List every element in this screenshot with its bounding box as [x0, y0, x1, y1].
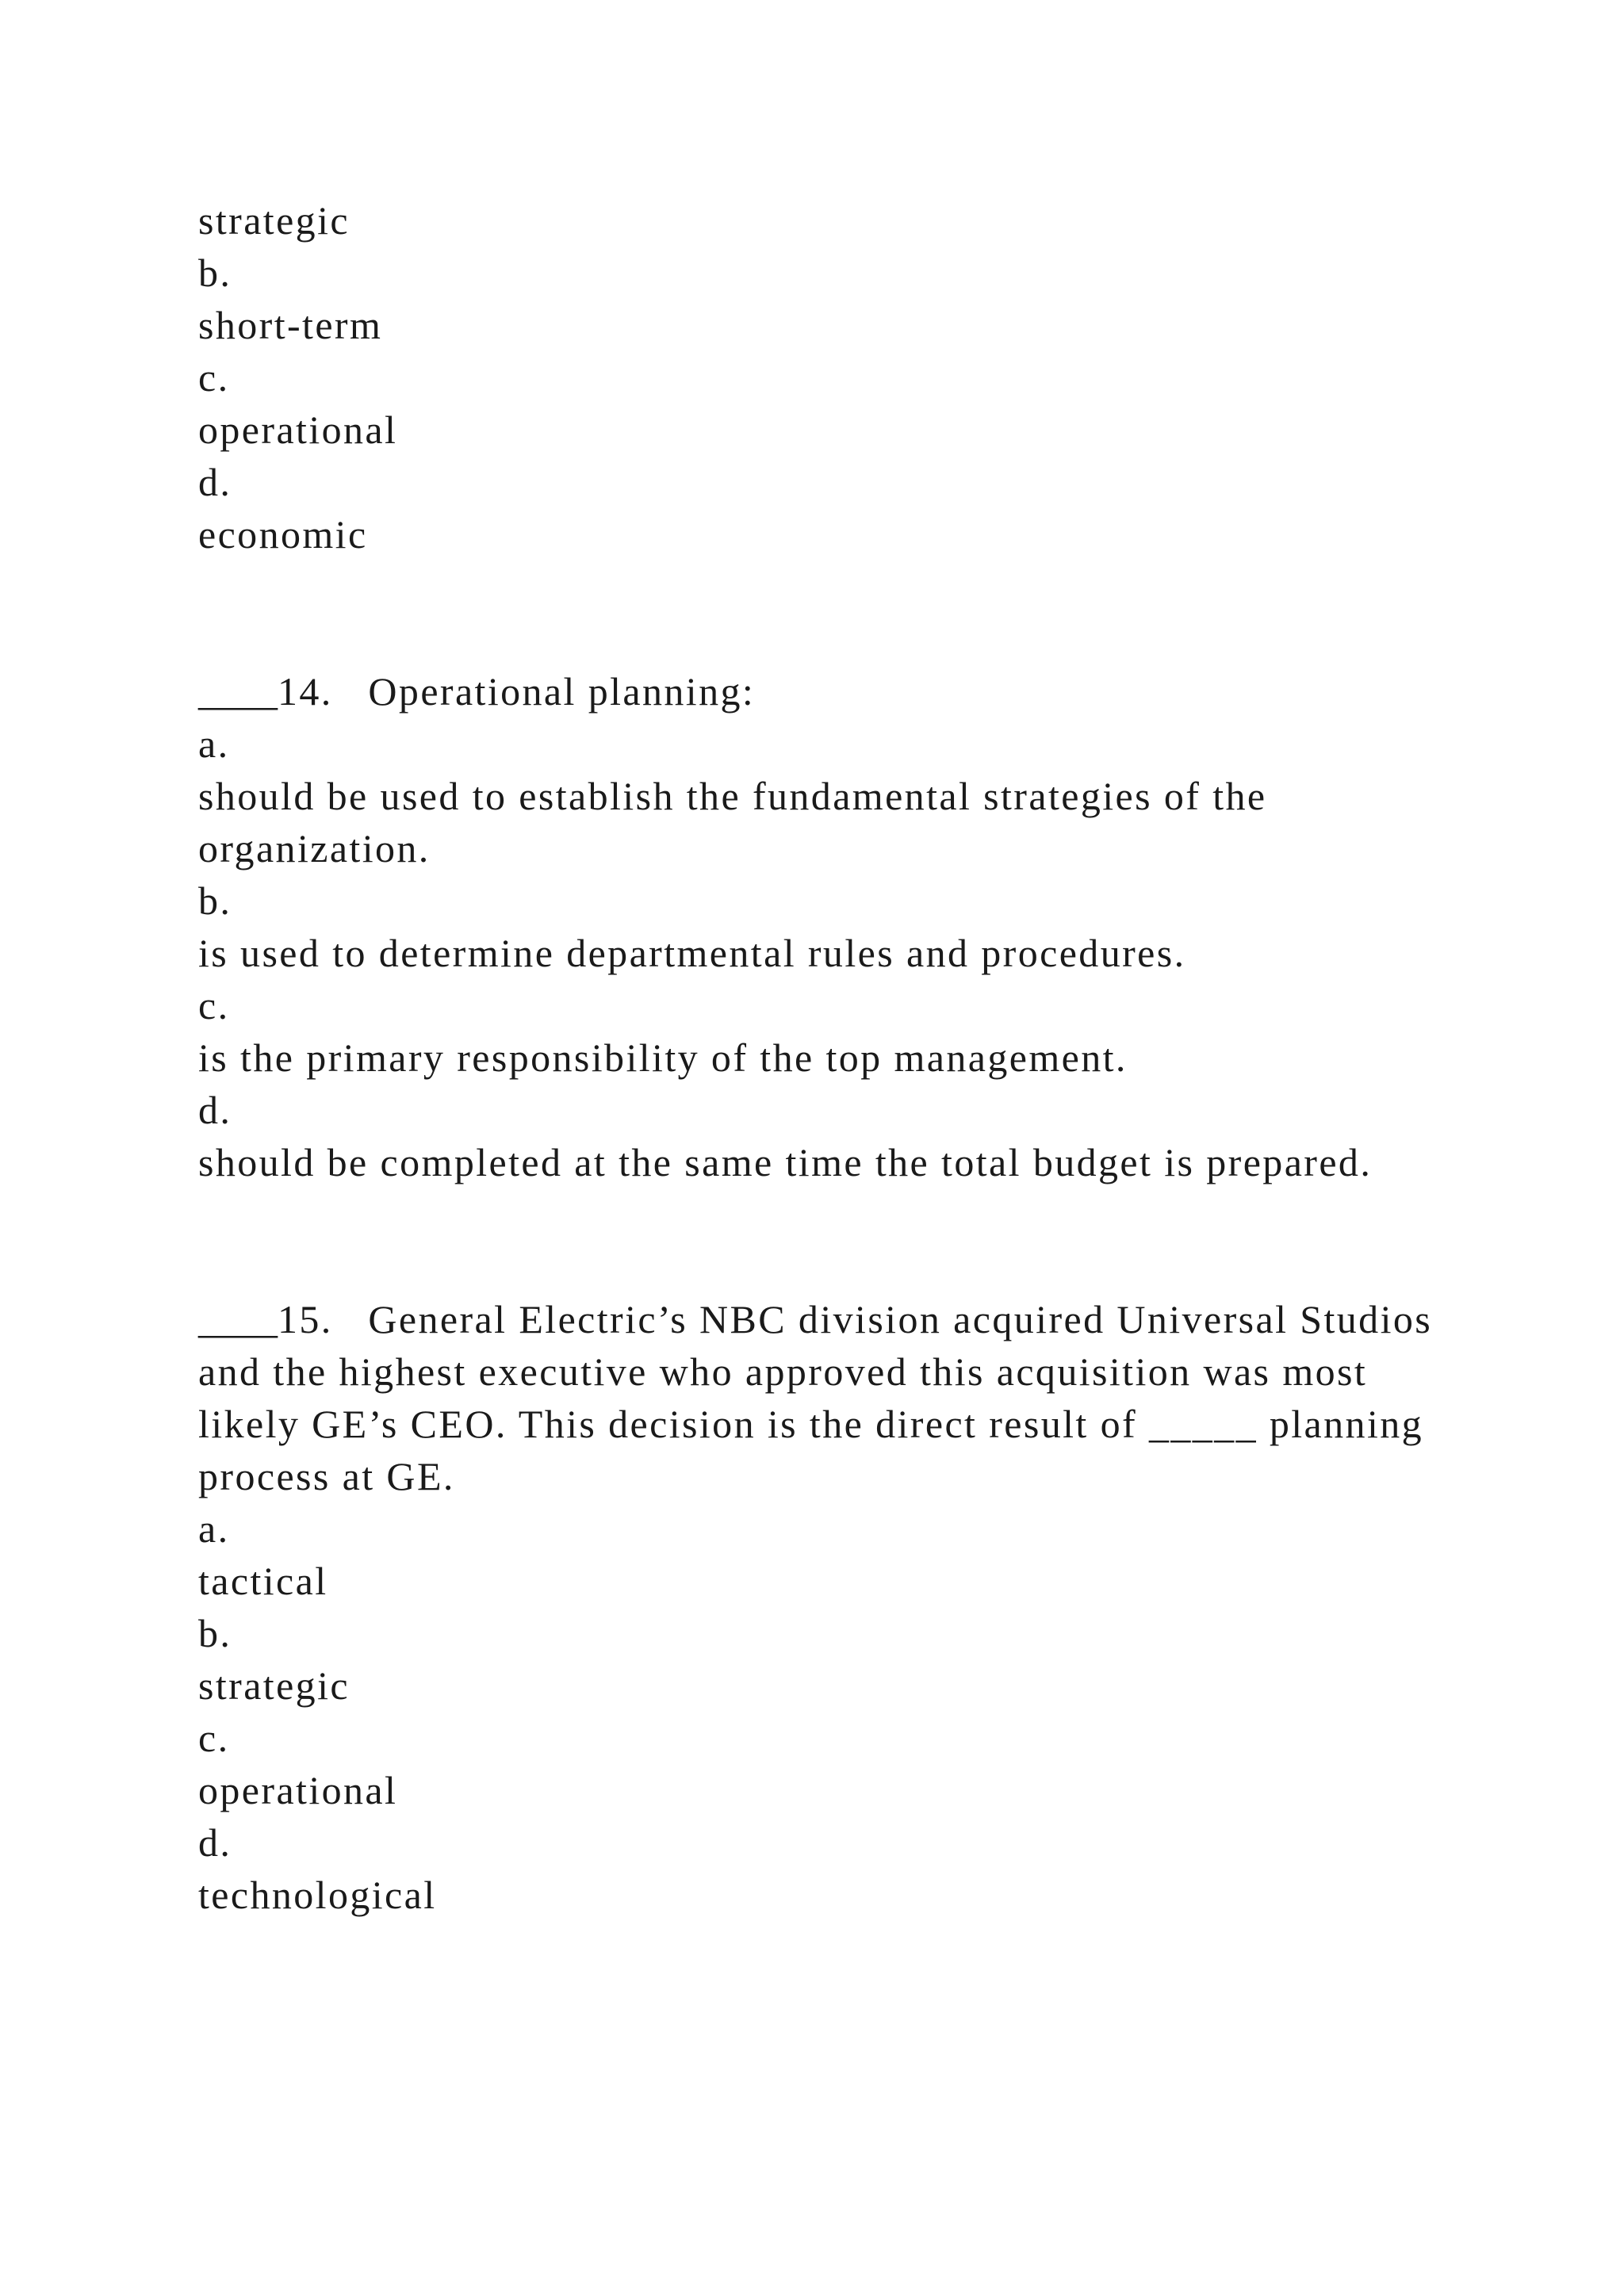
question-stem	[198, 665, 1435, 718]
prev-question-options	[198, 194, 1435, 561]
option-letter: a.	[198, 721, 230, 766]
option-text: tactical	[198, 1559, 328, 1603]
question-text: Operational planning:	[368, 669, 756, 714]
document-page	[198, 194, 1445, 1921]
answer-blank: ____	[198, 1297, 278, 1341]
option-letter: d.	[198, 1820, 232, 1865]
option-letter: c.	[198, 983, 230, 1027]
question-number: 15.	[278, 1297, 333, 1341]
option-text: should be completed at the same time the total budget is prepared.	[198, 1140, 1373, 1184]
option-text: strategic	[198, 1663, 350, 1708]
option-text: strategic	[198, 198, 350, 243]
option-text: is the primary responsibility of the top management.	[198, 1035, 1128, 1080]
option-text: technological	[198, 1873, 437, 1917]
option-letter: d.	[198, 1088, 232, 1132]
spacer	[198, 561, 1435, 665]
option-letter: b.	[198, 1611, 232, 1655]
option-letter: c.	[198, 355, 230, 400]
option-text: should be used to establish the fundamental strategies of the organization.	[198, 774, 1279, 871]
option-text: operational	[198, 408, 398, 452]
question-number: 14.	[278, 669, 333, 714]
option-text: economic	[198, 512, 368, 557]
option-text: short-term	[198, 303, 383, 347]
option-letter: a.	[198, 1506, 230, 1551]
option-letter: c.	[198, 1716, 230, 1760]
option-text: is used to determine departmental rules and procedures.	[198, 931, 1186, 975]
option-letter: b.	[198, 878, 232, 923]
question-15	[198, 1293, 1445, 1921]
question-stem	[198, 1293, 1445, 1502]
option-text: operational	[198, 1768, 398, 1812]
question-text: General Electric’s NBC division acquired Universal Studios and the highest executive who approved this acquisition was most likely GE’s CEO. This decision is the direct result of _____ planning process at GE.	[198, 1297, 1445, 1498]
question-14	[198, 665, 1435, 1188]
option-letter: b.	[198, 251, 232, 295]
option-letter: d.	[198, 460, 232, 504]
answer-blank: ____	[198, 669, 278, 714]
spacer	[198, 1188, 1435, 1293]
